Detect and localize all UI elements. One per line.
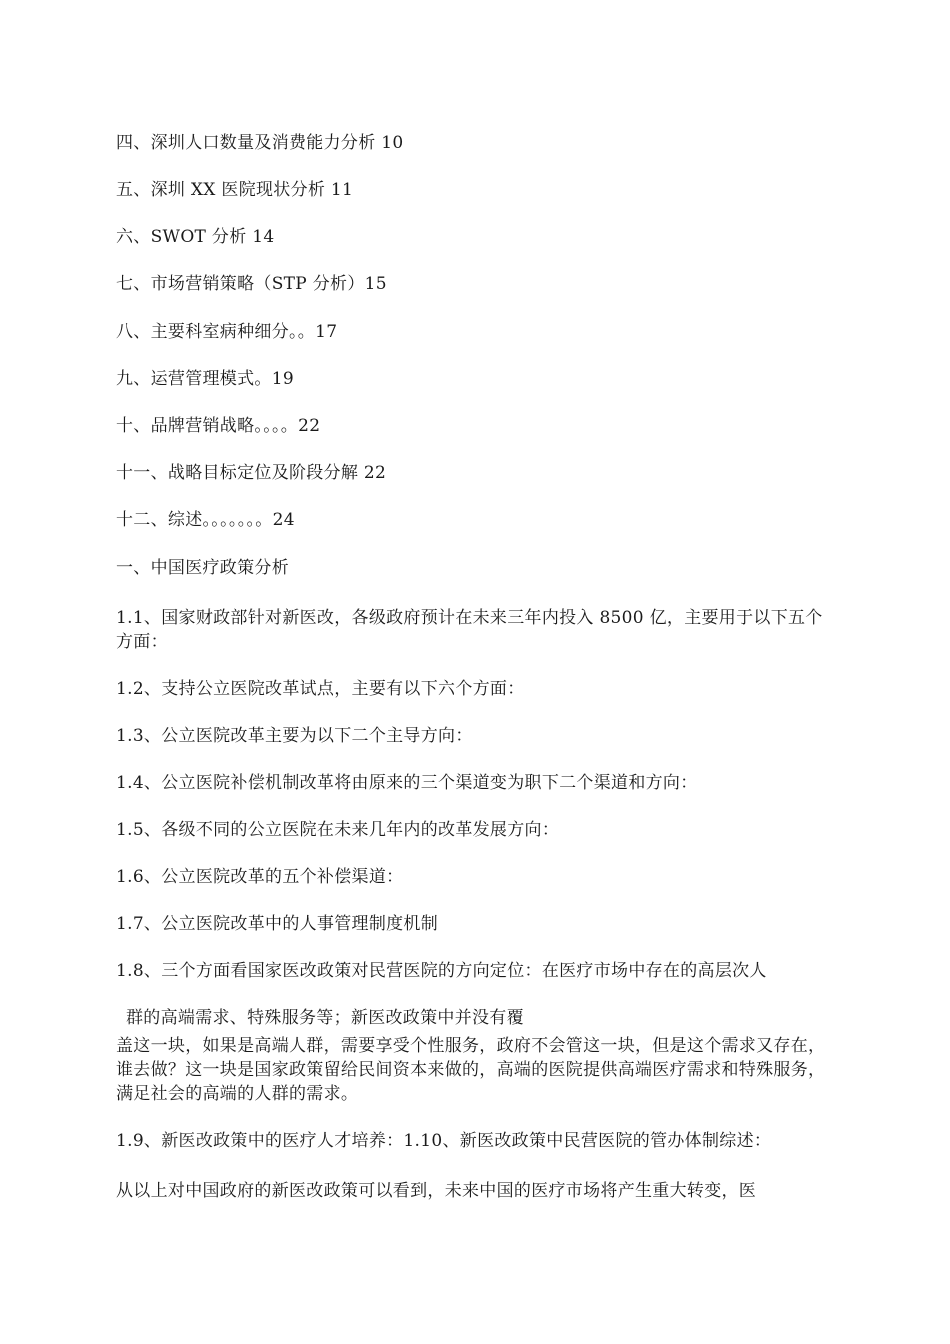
- toc-item-6: 六、SWOT 分析 14: [116, 227, 275, 247]
- toc-item-10: 十、品牌营销战略。。。。22: [116, 416, 321, 436]
- paragraph-1-2: 1.2、支持公立医院改革试点，主要有以下六个方面：: [116, 679, 525, 699]
- paragraph-1-9: 1.9、新医改政策中的医疗人才培养：1.10、新医改政策中民营医院的管办体制综述：: [116, 1131, 772, 1151]
- toc-item-8: 八、主要科室病种细分。。17: [116, 322, 338, 342]
- paragraph-1-8-continued: 群的高端需求、特殊服务等；新医改政策中并没有覆: [126, 1008, 524, 1028]
- toc-item-9: 九、运营管理模式。19: [116, 369, 294, 389]
- toc-item-12: 十二、综述。。。。。。。24: [116, 510, 295, 530]
- toc-item-5: 五、深圳 XX 医院现状分析 11: [116, 180, 354, 200]
- conclusion-paragraph: 从以上对中国政府的新医改政策可以看到，未来中国的医疗市场将产生重大转变，医: [116, 1181, 757, 1201]
- toc-item-4: 四、深圳人口数量及消费能力分析 10: [116, 133, 404, 153]
- paragraph-1-3: 1.3、公立医院改革主要为以下二个主导方向：: [116, 726, 473, 746]
- toc-item-11: 十一、战略目标定位及阶段分解 22: [116, 463, 387, 483]
- paragraph-1-4: 1.4、公立医院补偿机制改革将由原来的三个渠道变为职下二个渠道和方向：: [116, 773, 698, 793]
- paragraph-1-8: 1.8、三个方面看国家医改政策对民营医院的方向定位：在医疗市场中存在的高层次人: [116, 961, 767, 981]
- paragraph-1-1: 1.1、国家财政部针对新医改，各级政府预计在未来三年内投入 8500 亿，主要用于以下五个方面：: [116, 608, 823, 652]
- paragraph-1-7: 1.7、公立医院改革中的人事管理制度机制: [116, 914, 439, 934]
- paragraph-1-6: 1.6、公立医院改革的五个补偿渠道：: [116, 867, 404, 887]
- toc-item-7: 七、市场营销策略（STP 分析）15: [116, 274, 387, 294]
- section-title: 一、中国医疗政策分析: [116, 558, 289, 578]
- paragraph-1-5: 1.5、各级不同的公立医院在未来几年内的改革发展方向：: [116, 820, 560, 840]
- paragraph-1-8-body: 盖这一块，如果是高端人群，需要享受个性服务，政府不会管这一块，但是这个需求又存在，谁去做？这一块是国家政策留给民间资本来做的，高端的医院提供高端医疗需求和特殊服务，满足社会的高端的人群的需求。: [116, 1036, 826, 1104]
